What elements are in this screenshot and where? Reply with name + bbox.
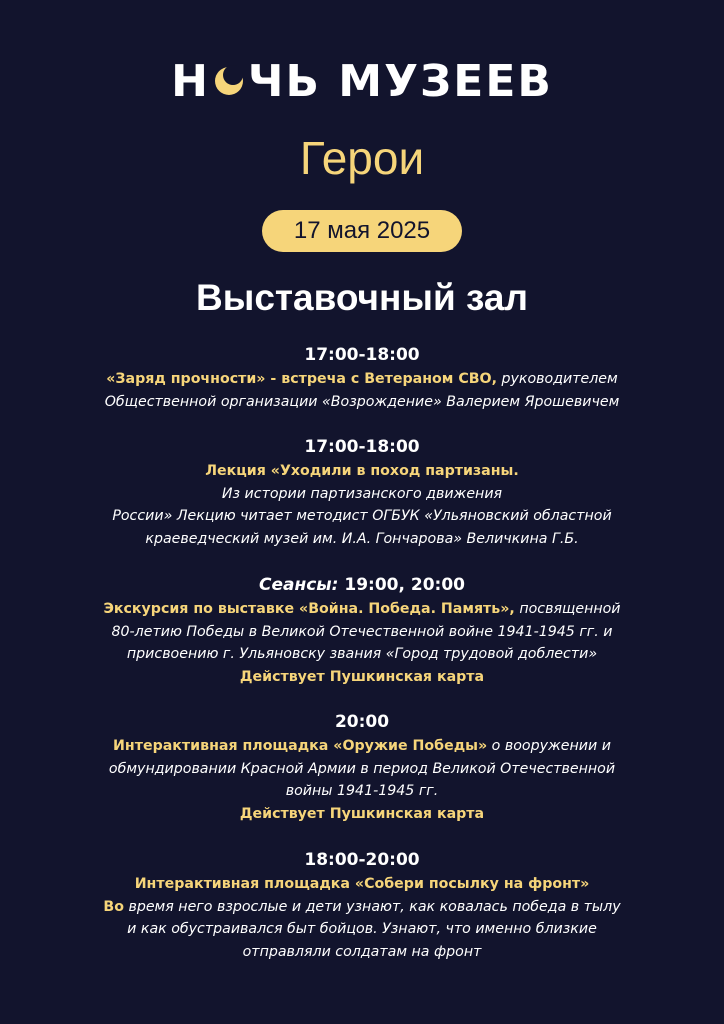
event-2 — [40, 435, 684, 550]
event-description-line: и как обустраивался быт бойцов. Узнают, что именно близкие — [127, 921, 597, 937]
event-time: 18:00-20:00 — [304, 850, 420, 870]
event-time: 17:00-18:00 — [304, 437, 420, 457]
event-4 — [40, 710, 684, 825]
event-3 — [40, 573, 684, 688]
event-description-text: время него взрослые и дети узнают, как ковалась победа в тылу — [123, 898, 621, 915]
event-title: Интерактивная площадка «Оружие Победы» — [113, 738, 488, 754]
hall-heading: Выставочный зал — [196, 277, 528, 318]
event-time-line — [40, 573, 684, 598]
event-description-line: краеведческий музей им. И.А. Гончарова» Величкина Г.Б. — [145, 530, 579, 547]
event-description-line — [40, 896, 684, 919]
event-description-line: отправляли солдатам на фронт — [242, 943, 482, 960]
event-1 — [40, 343, 684, 413]
logo-text-start: Н — [171, 56, 210, 107]
event-description-line: присвоению г. Ульяновску звания «Город трудовой доблести» — [126, 646, 598, 662]
logo-text-end: ЧЬ МУЗЕЕВ — [247, 56, 553, 107]
event-title: Лекция «Уходили в поход партизаны. — [205, 463, 519, 479]
event-title-line — [40, 735, 684, 758]
event-description-line: войны 1941-1945 гг. — [285, 783, 439, 799]
event-title-tail: руководителем — [497, 371, 618, 387]
pushkin-card-note: Действует Пушкинская карта — [239, 668, 485, 685]
event-description-line: обмундировании Красной Армии в период Великой Отечественной — [108, 760, 616, 777]
event-description-line: Из истории партизанского движения — [221, 485, 503, 502]
event-title-line — [40, 598, 684, 621]
sessions-label: Сеансы: — [258, 575, 339, 595]
logo — [0, 58, 724, 106]
event-description: Общественной организации «Возрождение» Валерием Ярошевичем — [104, 393, 620, 410]
event-description-line: 80-летию Победы в Великой Отечественной войне 1941-1945 гг. и — [111, 623, 613, 640]
event-time: 19:00, 20:00 — [338, 575, 465, 595]
theme-title: Герои — [299, 132, 425, 184]
event-title: «Заряд прочности» - встреча с Ветераном СВО, — [106, 371, 497, 387]
event-title-line — [40, 368, 684, 391]
pushkin-card-note: Действует Пушкинская карта — [239, 805, 485, 822]
event-title-tail: посвященной — [514, 601, 621, 617]
event-time: 17:00-18:00 — [304, 345, 420, 365]
event-title-tail: о вооружении и — [487, 738, 611, 754]
event-description-lead: Во — [103, 898, 124, 915]
logo-moon-icon — [212, 64, 246, 98]
event-title: Экскурсия по выставке «Война. Победа. Память», — [103, 601, 515, 617]
event-description-line: России» Лекцию читает методист ОГБУК «Ульяновский областной — [112, 508, 612, 524]
event-5 — [40, 848, 684, 963]
event-time: 20:00 — [334, 712, 390, 732]
date-badge: 17 мая 2025 — [262, 210, 462, 252]
event-title: Интерактивная площадка «Собери посылку на фронт» — [134, 876, 590, 892]
